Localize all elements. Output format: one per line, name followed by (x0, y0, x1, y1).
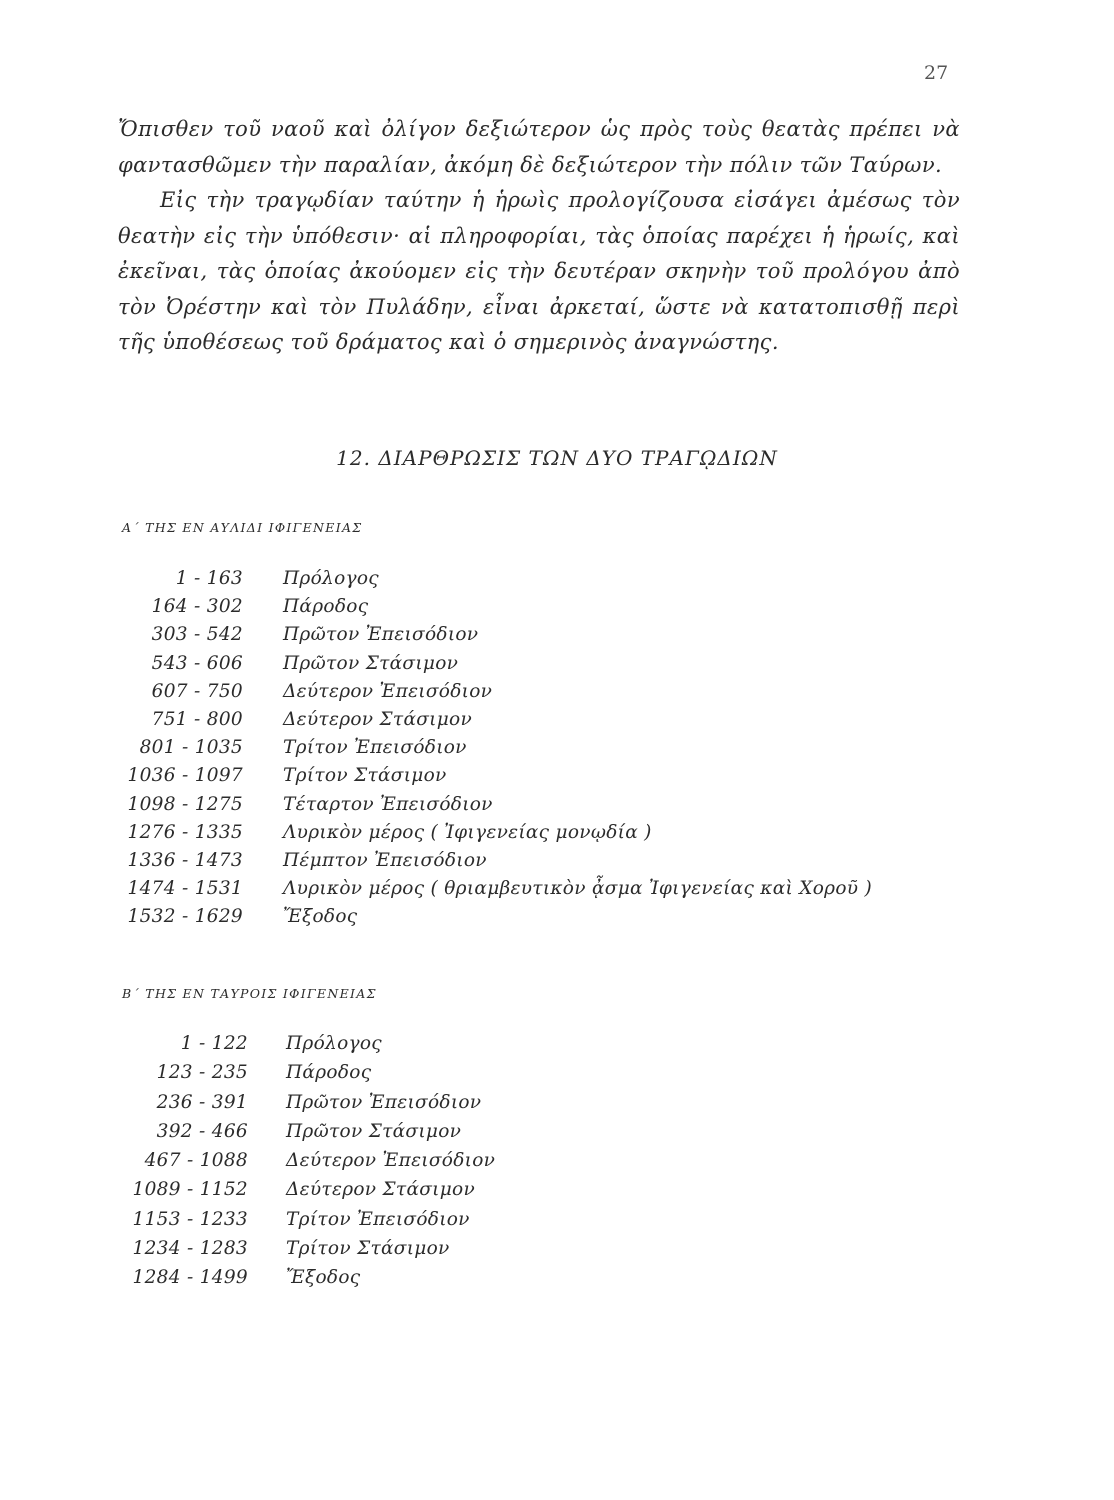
verse-range: 1284 - 1499 (132, 1267, 248, 1289)
verse-range: 123 - 235 (156, 1062, 248, 1084)
intro-text (118, 112, 960, 361)
play-b-heading: Β΄ ΤΗΣ ΕΝ ΤΑΥΡΟΙΣ ΙΦΙΓΕΝΕΙΑΣ (122, 986, 377, 1001)
play-a-heading: Α΄ ΤΗΣ ΕΝ ΑΥΛΙΔΙ ΙΦΙΓΕΝΕΙΑΣ (122, 520, 363, 535)
verse-range: 1474 - 1531 (127, 878, 243, 900)
structure-part: Τρίτον Ἐπεισόδιον (286, 1208, 470, 1230)
structure-part: Τρίτον Στάσιμον (283, 765, 447, 787)
verse-range: 1036 - 1097 (127, 765, 243, 787)
verse-range: 1532 - 1629 (127, 906, 243, 928)
verse-range: 1 - 122 (180, 1033, 248, 1054)
verse-range: 1336 - 1473 (127, 849, 243, 871)
structure-part: Πρόλογος (286, 1033, 382, 1054)
verse-range: 467 - 1088 (144, 1150, 248, 1172)
structure-part: Δεύτερον Στάσιμον (286, 1179, 476, 1201)
verse-range: 1153 - 1233 (132, 1208, 248, 1230)
structure-part: Δεύτερον Ἐπεισόδιον (286, 1150, 496, 1172)
structure-part: Τρίτον Στάσιμον (286, 1238, 450, 1260)
structure-part: Λυρικὸν μέρος ( θριαμβευτικὸν ᾆσμα Ἰφιγενείας καὶ Χοροῦ ) (283, 878, 873, 900)
structure-part: Πρῶτον Ἐπεισόδιον (283, 624, 479, 646)
verse-range: 543 - 606 (151, 652, 243, 674)
structure-part: Δεύτερον Ἐπεισόδιον (283, 680, 493, 702)
structure-part: Πρῶτον Στάσιμον (286, 1120, 462, 1142)
structure-part: Πρῶτον Στάσιμον (283, 652, 459, 674)
page-number: 27 (924, 62, 949, 84)
structure-part: Λυρικὸν μέρος ( Ἰφιγενείας μονῳδία ) (283, 821, 652, 843)
verse-range: 801 - 1035 (139, 737, 243, 759)
verse-range: 751 - 800 (151, 708, 243, 730)
structure-part: Τέταρτον Ἐπεισόδιον (283, 793, 493, 815)
verse-range: 1 - 163 (175, 568, 243, 589)
structure-part: Πρόλογος (283, 568, 379, 589)
verse-range: 164 - 302 (151, 596, 243, 618)
structure-part: Ἔξοδος (283, 906, 358, 928)
structure-part: Πρῶτον Ἐπεισόδιον (286, 1091, 482, 1113)
structure-part: Πάροδος (283, 596, 369, 618)
verse-range: 392 - 466 (156, 1120, 248, 1142)
structure-part: Τρίτον Ἐπεισόδιον (283, 737, 467, 759)
structure-part: Ἔξοδος (286, 1267, 361, 1289)
verse-range: 1276 - 1335 (127, 821, 243, 843)
section-heading: 12. ΔΙΑΡΘΡΩΣΙΣ ΤΩΝ ΔΥΟ ΤΡΑΓῼΔΙΩΝ (336, 446, 778, 470)
verse-range: 1098 - 1275 (127, 793, 243, 815)
structure-part: Πέμπτον Ἐπεισόδιον (283, 849, 487, 871)
structure-part: Πάροδος (286, 1062, 372, 1084)
structure-part: Δεύτερον Στάσιμον (283, 708, 473, 730)
verse-range: 1089 - 1152 (132, 1179, 248, 1201)
intro-paragraph-2: Εἰς τὴν τραγῳδίαν ταύτην ἡ ἡρωὶς προλογίζουσα εἰσάγει ἀμέσως τὸν θεατὴν εἰς τὴν ὑπόθεσιν· αἱ πληροφορίαι, τὰς ὁποίας παρέχει ἡ ἡρωίς, καὶ ἐκεῖναι, τὰς ὁποίας ἀκούομεν εἰς τὴν δευτέραν σκηνὴν τοῦ προλόγου ἀπὸ τὸν Ὀρέστην καὶ τὸν Πυλάδην, εἶναι ἀρκεταί, ὥστε νὰ κατατοπισθῇ περὶ τῆς ὑποθέσεως τοῦ δράματος καὶ ὁ σημερινὸς ἀναγνώστης. (118, 188, 960, 354)
verse-range: 236 - 391 (156, 1091, 248, 1113)
verse-range: 607 - 750 (151, 680, 243, 702)
intro-paragraph-1: Ὄπισθεν τοῦ ναοῦ καὶ ὀλίγον δεξιώτερον ὡς πρὸς τοὺς θεατὰς πρέπει νὰ φαντασθῶμεν τὴν παραλίαν, ἀκόμη δὲ δεξιώτερον τὴν πόλιν τῶν Ταύρων. (118, 117, 960, 177)
verse-range: 1234 - 1283 (132, 1238, 248, 1260)
verse-range: 303 - 542 (151, 624, 243, 646)
